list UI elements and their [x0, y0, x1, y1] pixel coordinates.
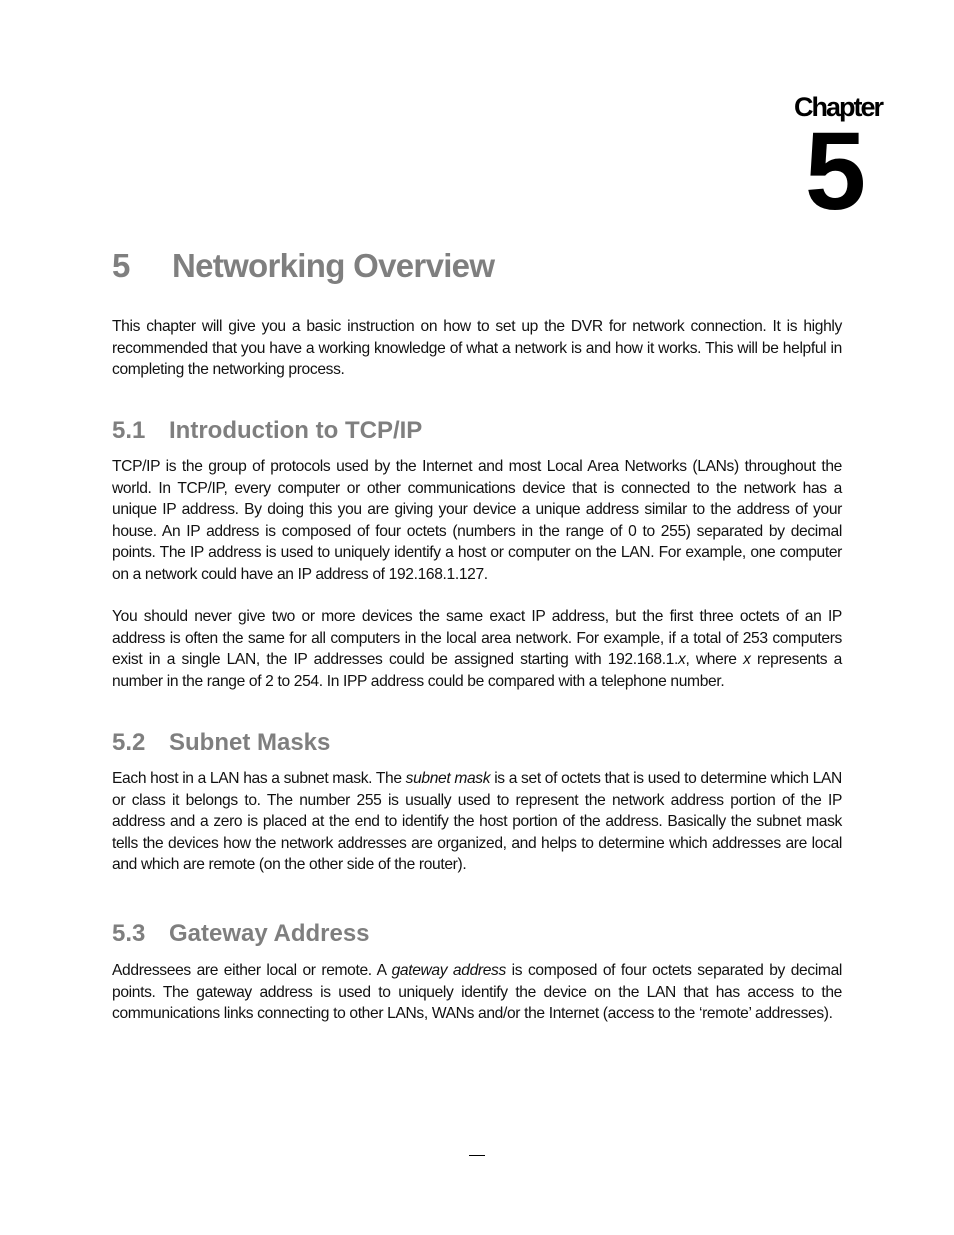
section-number: 5.2: [112, 729, 146, 756]
subnet-paragraph: [112, 768, 842, 876]
subnet-paragraph-italic: subnet mask: [405, 770, 491, 787]
section-title: Gateway Address: [169, 920, 370, 947]
section-number: 5.3: [112, 920, 146, 947]
gateway-paragraph-italic: gateway address: [391, 962, 506, 979]
gateway-paragraph-text-a: Addressees are either local or remote. A: [112, 962, 392, 979]
footer-rule: [469, 1155, 485, 1156]
page-title: [112, 244, 494, 288]
section-number: 5.1: [112, 417, 146, 444]
section-heading-tcpip: [112, 416, 422, 446]
page-title-text: Networking Overview: [172, 247, 495, 284]
chapter-heading: [793, 88, 882, 233]
tcpip-paragraph-2: [112, 606, 842, 692]
tcpip-paragraph-2-italic-x2: x: [743, 651, 751, 669]
tcpip-paragraph-2-italic-x1: x: [677, 651, 686, 669]
subnet-paragraph-text-b: is a set of octets that is used to determine which LAN or class it belongs to. The number 255 is usually used to represent the network address portion of the IP address and a zero is placed at the end to identify the host portion of the address. Basically the subnet mask tells the devices how the network addresses are organized, and helps to determine which addresses are local and which are remote (on the other side of the router).: [112, 770, 842, 874]
gateway-paragraph: [112, 960, 842, 1025]
tcpip-paragraph-2-text-a: You should never give two or more devices the same exact IP address, but the first three octets of an IP address is often the same for all computers in the local area network. For example, if a total of 253 computers exist in a single LAN, the IP addresses could be assigned starting with 192.168.1.: [112, 608, 842, 669]
chapter-label: Chapter: [793, 92, 882, 122]
section-title: Subnet Masks: [169, 729, 331, 756]
tcpip-paragraph-2-text-c: represents a number in the range of 2 to 254. In IPP address could be compared with a telephone number.: [112, 651, 842, 690]
subnet-paragraph-text-a: Each host in a LAN has a subnet mask. The: [112, 770, 406, 787]
tcpip-paragraph-1: TCP/IP is the group of protocols used by the Internet and most Local Area Networks (LANs) throughout the world. In TCP/IP, every computer or other communications device that is connected to the network has a unique IP address. By doing this you are giving your device a unique address similar to the address of your house. An IP address is composed of four octets (numbers in the range of 0 to 255) separated by decimal points. The IP address is used to uniquely identify a host or computer on the LAN. For example, one computer on a network could have an IP address of 192.168.1.127.: [112, 458, 842, 583]
tcpip-paragraph-2-text-b: , where: [685, 651, 744, 669]
section-heading-gateway: [112, 919, 370, 949]
section-heading-subnet: [112, 728, 330, 758]
section-title: Introduction to TCP/IP: [169, 417, 423, 444]
intro-paragraph: This chapter will give you a basic instruction on how to set up the DVR for network connection. It is highly recommended that you have a working knowledge of what a network is and how it works. This will be helpful in completing the networking process.: [112, 318, 842, 379]
gateway-paragraph-text-b: is composed of four octets separated by decimal points. The gateway address is used to uniquely identify the device on the LAN that has access to the communications links connecting to other LANs, WANs and/or the Internet (access to the ‘remote’ addresses).: [112, 962, 843, 1023]
page-title-number: 5: [112, 247, 130, 284]
chapter-number: 5: [804, 110, 866, 233]
